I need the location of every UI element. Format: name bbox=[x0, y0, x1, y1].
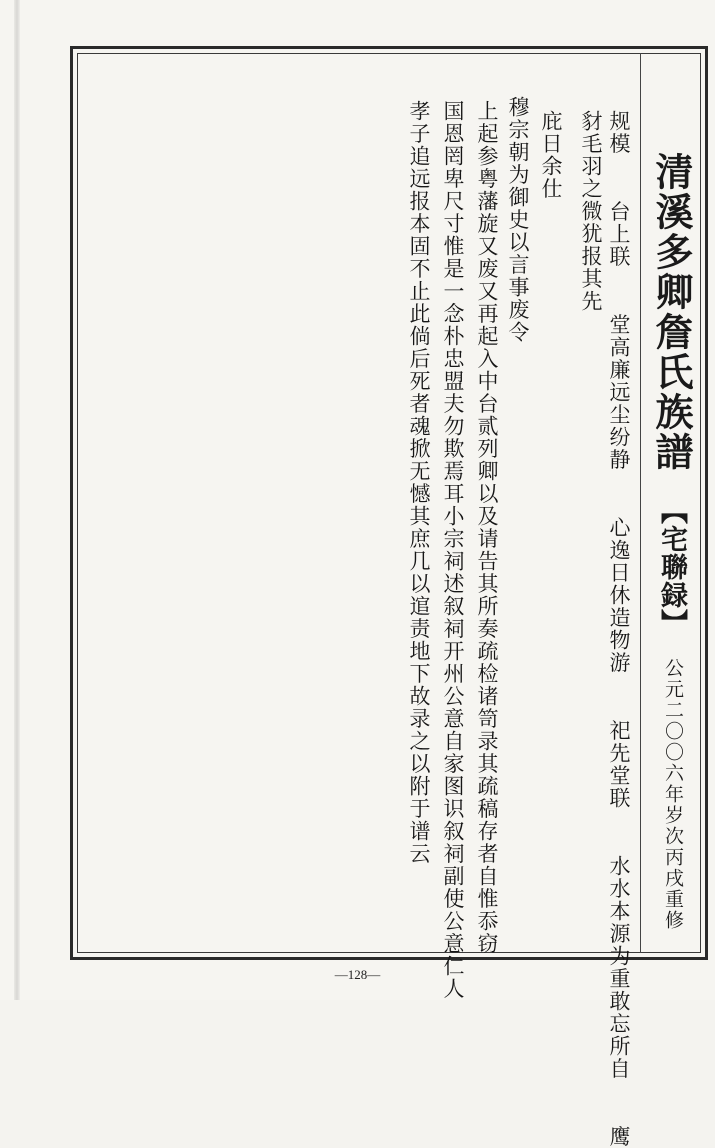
book-title: 清溪多卿詹氏族譜 bbox=[652, 152, 690, 472]
text-segment: 水水本源为重敢忘所自 bbox=[607, 855, 631, 1080]
text-segment: 台上联 bbox=[607, 201, 631, 269]
text-segment: 国恩罔卑尺寸惟是一念朴忠盟夫勿欺焉耳小宗祠述叙祠开州公意自家图识叙祠副使公意仁人 bbox=[441, 100, 465, 1000]
text-column-6 bbox=[442, 100, 463, 1000]
text-segment: 庇日余仕 bbox=[539, 110, 563, 200]
edition-date: 公元二〇〇六年岁次丙戌重修 bbox=[663, 658, 682, 931]
scan-edge-shadow bbox=[14, 0, 20, 1000]
text-segment: 堂高廉远尘纷静 bbox=[607, 314, 631, 472]
text-segment: 鹰 bbox=[607, 1126, 631, 1148]
text-segment: 豺毛羽之微犹报其先 bbox=[579, 110, 603, 313]
text-column-2 bbox=[580, 110, 601, 313]
text-column-3 bbox=[540, 110, 561, 200]
page-number: —128— bbox=[0, 967, 715, 983]
section-label: 【宅聯録】 bbox=[658, 497, 685, 637]
title-column-divider bbox=[640, 53, 641, 953]
text-segment: 祀先堂联 bbox=[607, 720, 631, 810]
text-segment: 穆宗朝为御史以言事废令 bbox=[506, 96, 530, 344]
text-segment: 上起参粤藩旋又废又再起入中台贰列卿以及请告其所奏疏检诸笥录其疏稿存者自惟忝窃 bbox=[475, 100, 499, 955]
text-segment: 规模 bbox=[607, 110, 631, 155]
text-column-4 bbox=[507, 96, 528, 344]
text-column-1 bbox=[608, 110, 629, 1148]
text-segment: 心逸日休造物游 bbox=[607, 517, 631, 675]
text-column-7 bbox=[408, 100, 429, 865]
text-segment: 孝子追远报本固不止此倘后死者魂掀无憾其庶几以逭责地下故录之以附于谱云 bbox=[407, 100, 431, 865]
text-column-5 bbox=[476, 100, 497, 955]
